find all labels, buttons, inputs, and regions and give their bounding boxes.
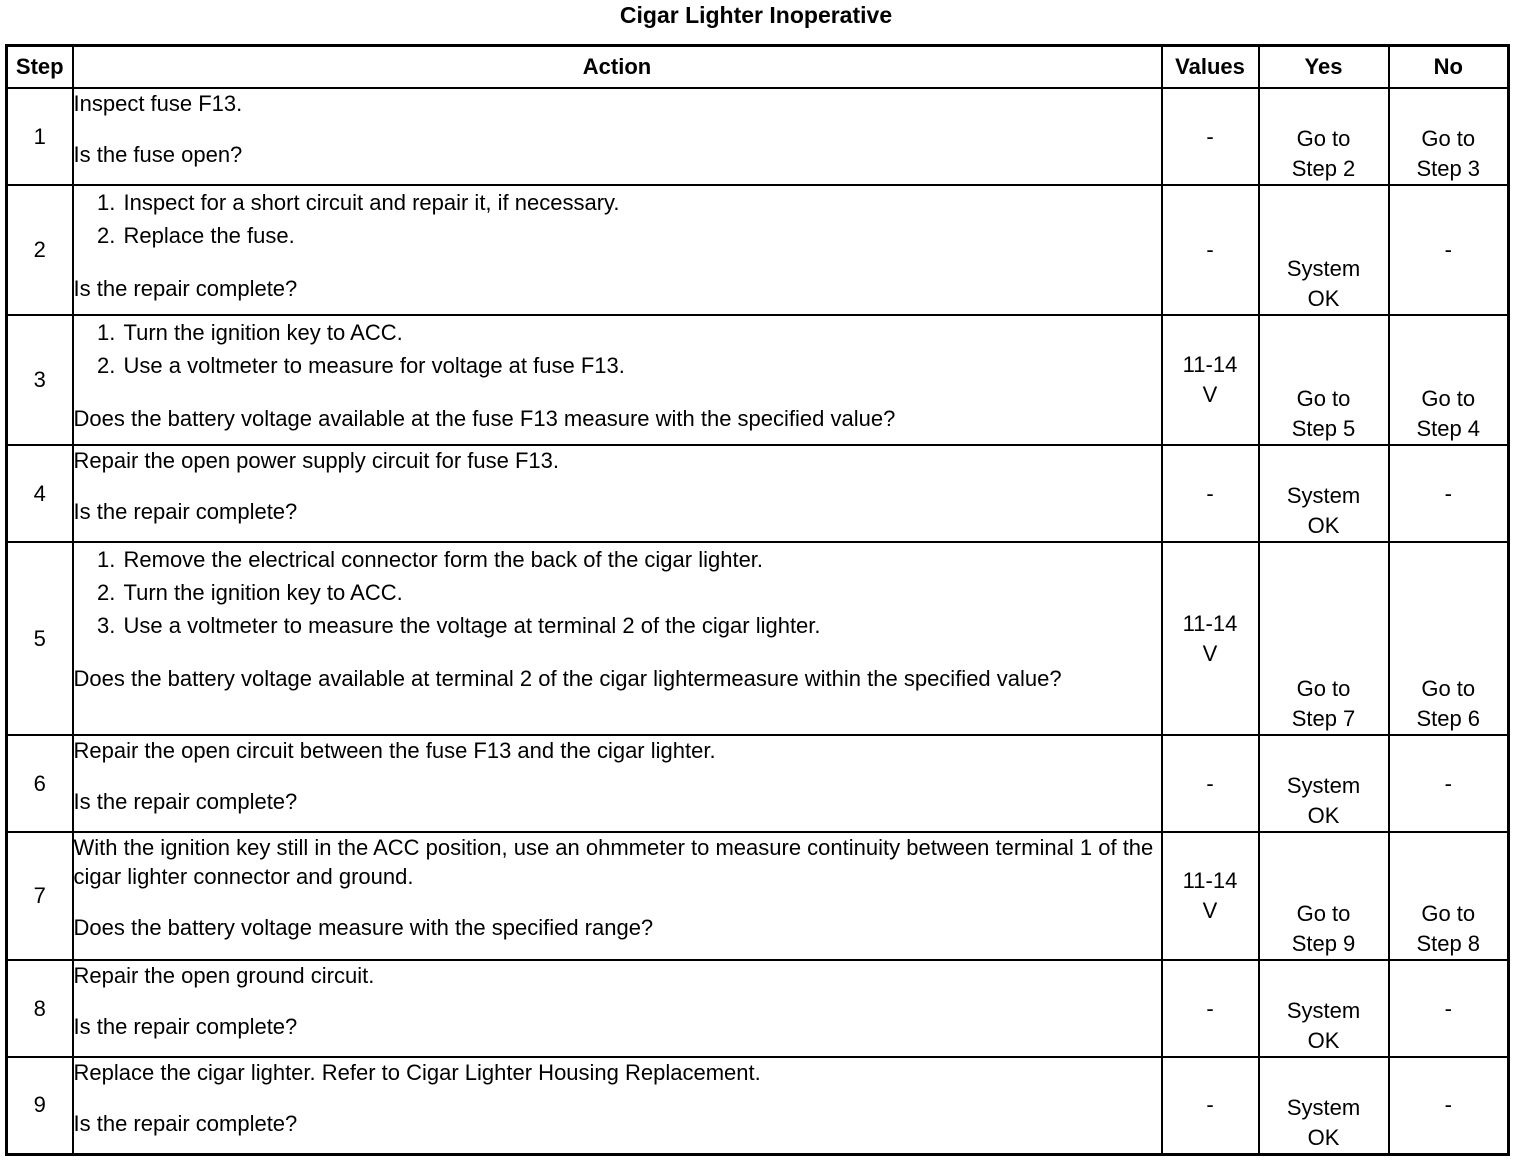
- yes-cell: [1259, 960, 1389, 1057]
- values-cell: -: [1162, 960, 1259, 1057]
- header-action: Action: [73, 46, 1162, 89]
- no-text: Go to: [1421, 386, 1476, 411]
- no-cell: [1389, 185, 1509, 315]
- action-list-item: 2. Replace the fuse.: [122, 219, 1161, 252]
- values-cell: -: [1162, 735, 1259, 832]
- action-question: Is the repair complete?: [73, 1111, 298, 1136]
- action-list: [74, 543, 1161, 642]
- action-text: With the ignition key still in the ACC position, use an ohmmeter to measure continuity between terminal 1 of the cigar lighter connector and ground.: [73, 835, 1154, 889]
- header-step: Step: [7, 46, 73, 89]
- step-number: 1: [7, 88, 73, 185]
- step-number: 4: [7, 445, 73, 542]
- action-cell: [73, 960, 1162, 1057]
- action-question: Is the repair complete?: [73, 499, 298, 524]
- action-text: Inspect fuse F13.: [73, 91, 243, 116]
- action-cell: [73, 735, 1162, 832]
- no-text: -: [1444, 237, 1452, 262]
- step-number: 6: [7, 735, 73, 832]
- yes-text: System: [1286, 773, 1361, 798]
- no-text: Step 6: [1416, 706, 1481, 731]
- values-cell: [1162, 832, 1259, 960]
- header-no: No: [1389, 46, 1509, 89]
- action-list-item: 2. Turn the ignition key to ACC.: [122, 576, 1161, 609]
- yes-text: Step 7: [1291, 706, 1356, 731]
- no-text: Go to: [1421, 676, 1476, 701]
- yes-cell: [1259, 735, 1389, 832]
- no-text: Step 4: [1416, 416, 1481, 441]
- action-question: Is the repair complete?: [73, 276, 298, 301]
- diagnostic-table: [5, 44, 1510, 1156]
- action-cell: [73, 1057, 1162, 1154]
- step-number: 2: [7, 185, 73, 315]
- yes-cell: [1259, 1057, 1389, 1154]
- yes-text: System: [1286, 256, 1361, 281]
- yes-text: Go to: [1296, 901, 1351, 926]
- yes-text: OK: [1307, 513, 1340, 538]
- table-row: [7, 542, 1509, 735]
- yes-text: OK: [1307, 803, 1340, 828]
- no-cell: [1389, 960, 1509, 1057]
- values-cell: -: [1162, 185, 1259, 315]
- step-number: 9: [7, 1057, 73, 1154]
- yes-text: OK: [1307, 1124, 1340, 1150]
- values-cell: [1162, 542, 1259, 735]
- yes-text: Step 9: [1291, 931, 1356, 956]
- yes-text: OK: [1307, 286, 1340, 311]
- no-cell: [1389, 735, 1509, 832]
- values-cell: [1162, 315, 1259, 445]
- header-values: Values: [1162, 46, 1259, 89]
- action-cell: [73, 542, 1162, 735]
- step-number: 8: [7, 960, 73, 1057]
- action-cell: [73, 185, 1162, 315]
- no-text: -: [1444, 770, 1452, 796]
- no-text: Go to: [1421, 901, 1476, 926]
- no-cell: [1389, 445, 1509, 542]
- yes-cell: [1259, 445, 1389, 542]
- header-row: [7, 46, 1509, 89]
- action-list-item: 2. Use a voltmeter to measure for voltage at fuse F13.: [122, 349, 1161, 382]
- action-list-item: 3. Use a voltmeter to measure the voltage at terminal 2 of the cigar lighter.: [122, 609, 1161, 642]
- step-number: 5: [7, 542, 73, 735]
- table-row: [7, 88, 1509, 185]
- action-question: Is the repair complete?: [73, 1014, 298, 1039]
- action-question: Does the battery voltage measure with the specified range?: [73, 915, 654, 940]
- action-cell: [73, 315, 1162, 445]
- action-list: [74, 316, 1161, 382]
- yes-text: System: [1286, 483, 1361, 508]
- no-text: -: [1444, 480, 1452, 506]
- table-row: [7, 315, 1509, 445]
- values-text: 11-14 V: [1182, 610, 1238, 666]
- no-cell: [1389, 88, 1509, 185]
- table-row: [7, 185, 1509, 315]
- no-cell: [1389, 542, 1509, 735]
- action-cell: [73, 88, 1162, 185]
- table-row: [7, 1057, 1509, 1154]
- yes-text: Go to: [1296, 676, 1351, 701]
- yes-cell: [1259, 315, 1389, 445]
- yes-cell: [1259, 832, 1389, 960]
- action-question: Is the fuse open?: [73, 142, 243, 167]
- action-text: Replace the cigar lighter. Refer to Cigar Lighter Housing Replacement.: [73, 1060, 761, 1085]
- table-row: [7, 445, 1509, 542]
- table-row: [7, 832, 1509, 960]
- header-yes: Yes: [1259, 46, 1389, 89]
- values-cell: -: [1162, 1057, 1259, 1154]
- values-cell: -: [1162, 445, 1259, 542]
- no-text: Step 8: [1416, 931, 1481, 956]
- no-text: -: [1444, 1092, 1452, 1118]
- no-text: -: [1444, 995, 1452, 1021]
- action-text: Repair the open circuit between the fuse F13 and the cigar lighter.: [73, 738, 716, 763]
- yes-text: Step 2: [1291, 156, 1356, 181]
- no-cell: [1389, 315, 1509, 445]
- no-cell: [1389, 1057, 1509, 1154]
- no-cell: [1389, 832, 1509, 960]
- no-text: Step 3: [1416, 156, 1481, 181]
- no-text: Go to: [1421, 126, 1476, 151]
- values-cell: -: [1162, 88, 1259, 185]
- action-text: Repair the open power supply circuit for fuse F13.: [73, 448, 559, 473]
- action-list-item: 1. Turn the ignition key to ACC.: [122, 316, 1161, 349]
- page-title: Cigar Lighter Inoperative: [619, 2, 893, 28]
- yes-text: Go to: [1296, 386, 1351, 411]
- yes-text: Go to: [1296, 126, 1351, 151]
- yes-text: System: [1286, 998, 1361, 1023]
- yes-text: System: [1286, 1094, 1361, 1120]
- action-list: [74, 186, 1161, 252]
- values-text: 11-14 V: [1182, 352, 1238, 407]
- action-question: Does the battery voltage available at the fuse F13 measure with the specified value?: [73, 406, 896, 431]
- yes-text: OK: [1307, 1028, 1340, 1053]
- yes-cell: [1259, 88, 1389, 185]
- action-list-item: 1. Inspect for a short circuit and repair it, if necessary.: [122, 186, 1161, 219]
- yes-cell: [1259, 542, 1389, 735]
- action-question: Does the battery voltage available at terminal 2 of the cigar lightermeasure within the specified value?: [73, 666, 1062, 691]
- table-body: [7, 88, 1509, 1154]
- action-cell: [73, 832, 1162, 960]
- step-number: 3: [7, 315, 73, 445]
- table-row: [7, 735, 1509, 832]
- action-cell: [73, 445, 1162, 542]
- step-number: 7: [7, 832, 73, 960]
- action-text: Repair the open ground circuit.: [73, 963, 375, 988]
- action-question: Is the repair complete?: [73, 789, 298, 814]
- table-row: [7, 960, 1509, 1057]
- action-list-item: 1. Remove the electrical connector form the back of the cigar lighter.: [122, 543, 1161, 576]
- yes-text: Step 5: [1291, 416, 1356, 441]
- yes-cell: [1259, 185, 1389, 315]
- values-text: 11-14 V: [1182, 868, 1238, 923]
